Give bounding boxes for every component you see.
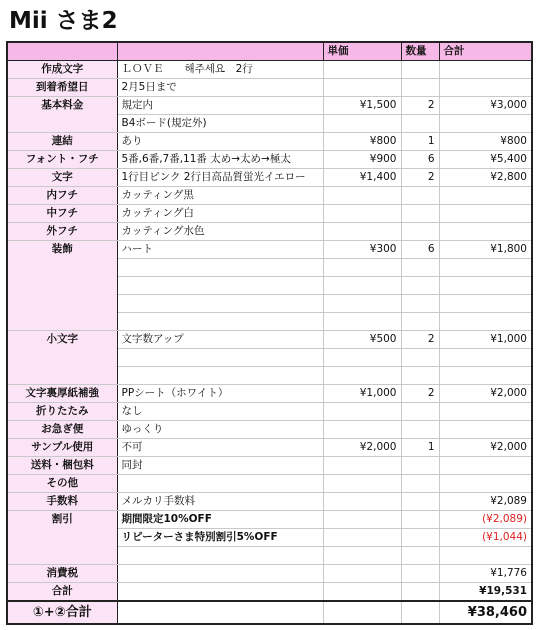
table-row bbox=[7, 133, 532, 151]
row-desc: なし bbox=[117, 403, 323, 421]
row-label: 折りたたみ bbox=[7, 403, 117, 421]
row-label: 装飾 bbox=[7, 241, 117, 331]
row-qty: 6 bbox=[401, 241, 439, 259]
header-desc bbox=[117, 42, 323, 61]
row-label: 内フチ bbox=[7, 187, 117, 205]
table-row bbox=[7, 475, 532, 493]
row-label: 送料・梱包料 bbox=[7, 457, 117, 475]
table-row bbox=[7, 439, 532, 457]
table-row bbox=[7, 169, 532, 187]
table-row bbox=[7, 205, 532, 223]
row-desc: カッティング白 bbox=[117, 205, 323, 223]
row-desc: カッティング水色 bbox=[117, 223, 323, 241]
row-desc: リピーターさま特別割引5%OFF bbox=[117, 529, 323, 547]
row-desc: 不可 bbox=[117, 439, 323, 457]
table-row bbox=[7, 97, 532, 115]
row-label: 中フチ bbox=[7, 205, 117, 223]
row-total: ¥19,531 bbox=[439, 583, 532, 602]
row-label: 外フチ bbox=[7, 223, 117, 241]
table-row bbox=[7, 403, 532, 421]
row-total: ¥800 bbox=[439, 133, 532, 151]
row-total: ¥1,000 bbox=[439, 331, 532, 349]
row-price: ¥1,400 bbox=[323, 169, 401, 187]
row-label: 到着希望日 bbox=[7, 79, 117, 97]
row-price: ¥500 bbox=[323, 331, 401, 349]
row-desc: ＬＯＶＥ 해주세요 2行 bbox=[117, 61, 323, 79]
row-label: 手数料 bbox=[7, 493, 117, 511]
row-label: 小文字 bbox=[7, 331, 117, 385]
row-total: ¥2,089 bbox=[439, 493, 532, 511]
row-desc: 文字数アップ bbox=[117, 331, 323, 349]
table-row bbox=[7, 511, 532, 529]
row-price: ¥300 bbox=[323, 241, 401, 259]
row-desc: 規定内 bbox=[117, 97, 323, 115]
row-qty: 1 bbox=[401, 439, 439, 457]
grand-total-label: ①+②合計 bbox=[7, 601, 117, 624]
row-total: ¥2,800 bbox=[439, 169, 532, 187]
row-label: 文字裏厚紙補強 bbox=[7, 385, 117, 403]
row-label: 連結 bbox=[7, 133, 117, 151]
row-desc: B4ボード(規定外) bbox=[117, 115, 323, 133]
table-row bbox=[7, 385, 532, 403]
row-label: 基本料金 bbox=[7, 97, 117, 133]
row-total: ¥3,000 bbox=[439, 97, 532, 115]
row-price: ¥800 bbox=[323, 133, 401, 151]
row-label: その他 bbox=[7, 475, 117, 493]
row-qty: 2 bbox=[401, 331, 439, 349]
row-desc: 同封 bbox=[117, 457, 323, 475]
grand-total-row bbox=[7, 601, 532, 624]
table-row bbox=[7, 61, 532, 79]
row-label: 割引 bbox=[7, 511, 117, 565]
row-qty: 1 bbox=[401, 133, 439, 151]
table-row bbox=[7, 457, 532, 475]
row-total: ¥2,000 bbox=[439, 385, 532, 403]
row-desc: PPシート（ホワイト） bbox=[117, 385, 323, 403]
row-total: ¥1,800 bbox=[439, 241, 532, 259]
table-row bbox=[7, 565, 532, 583]
row-total: ¥1,776 bbox=[439, 565, 532, 583]
table-row bbox=[7, 187, 532, 205]
row-qty: 6 bbox=[401, 151, 439, 169]
row-qty: 2 bbox=[401, 169, 439, 187]
row-qty: 2 bbox=[401, 385, 439, 403]
estimate-table bbox=[6, 41, 533, 625]
row-desc: あり bbox=[117, 133, 323, 151]
row-label: 合計 bbox=[7, 583, 117, 602]
row-label: フォント・フチ bbox=[7, 151, 117, 169]
row-label: 消費税 bbox=[7, 565, 117, 583]
header-label bbox=[7, 42, 117, 61]
table-row bbox=[7, 79, 532, 97]
row-label: サンプル使用 bbox=[7, 439, 117, 457]
header-total: 合計 bbox=[439, 42, 532, 61]
row-label: 文字 bbox=[7, 169, 117, 187]
row-desc: ゆっくり bbox=[117, 421, 323, 439]
row-label: 作成文字 bbox=[7, 61, 117, 79]
row-price: ¥1,000 bbox=[323, 385, 401, 403]
table-row bbox=[7, 241, 532, 259]
header-row bbox=[7, 42, 532, 61]
table-row bbox=[7, 493, 532, 511]
grand-total-value: ¥38,460 bbox=[439, 601, 532, 624]
table-row bbox=[7, 421, 532, 439]
header-unit-price: 単価 bbox=[323, 42, 401, 61]
row-desc: 5番,6番,7番,11番 太め→太め→極太 bbox=[117, 151, 323, 169]
row-qty: 2 bbox=[401, 97, 439, 115]
table-row bbox=[7, 583, 532, 602]
row-desc: 期間限定10%OFF bbox=[117, 511, 323, 529]
table-row bbox=[7, 151, 532, 169]
row-desc: 1行目ピンク 2行目高品質蛍光イエロー bbox=[117, 169, 323, 187]
table-row bbox=[7, 331, 532, 349]
row-price: ¥1,500 bbox=[323, 97, 401, 115]
row-total: ¥5,400 bbox=[439, 151, 532, 169]
row-desc: 2月5日まで bbox=[117, 79, 323, 97]
row-desc: メルカリ手数料 bbox=[117, 493, 323, 511]
row-total: (¥2,089) bbox=[439, 511, 532, 529]
row-desc: カッティング黒 bbox=[117, 187, 323, 205]
table-row bbox=[7, 223, 532, 241]
page-title: Mii さま2 bbox=[9, 8, 118, 34]
row-price: ¥2,000 bbox=[323, 439, 401, 457]
header-qty: 数量 bbox=[401, 42, 439, 61]
row-total: ¥2,000 bbox=[439, 439, 532, 457]
row-desc: ハート bbox=[117, 241, 323, 259]
row-label: お急ぎ便 bbox=[7, 421, 117, 439]
row-price: ¥900 bbox=[323, 151, 401, 169]
row-total: (¥1,044) bbox=[439, 529, 532, 547]
